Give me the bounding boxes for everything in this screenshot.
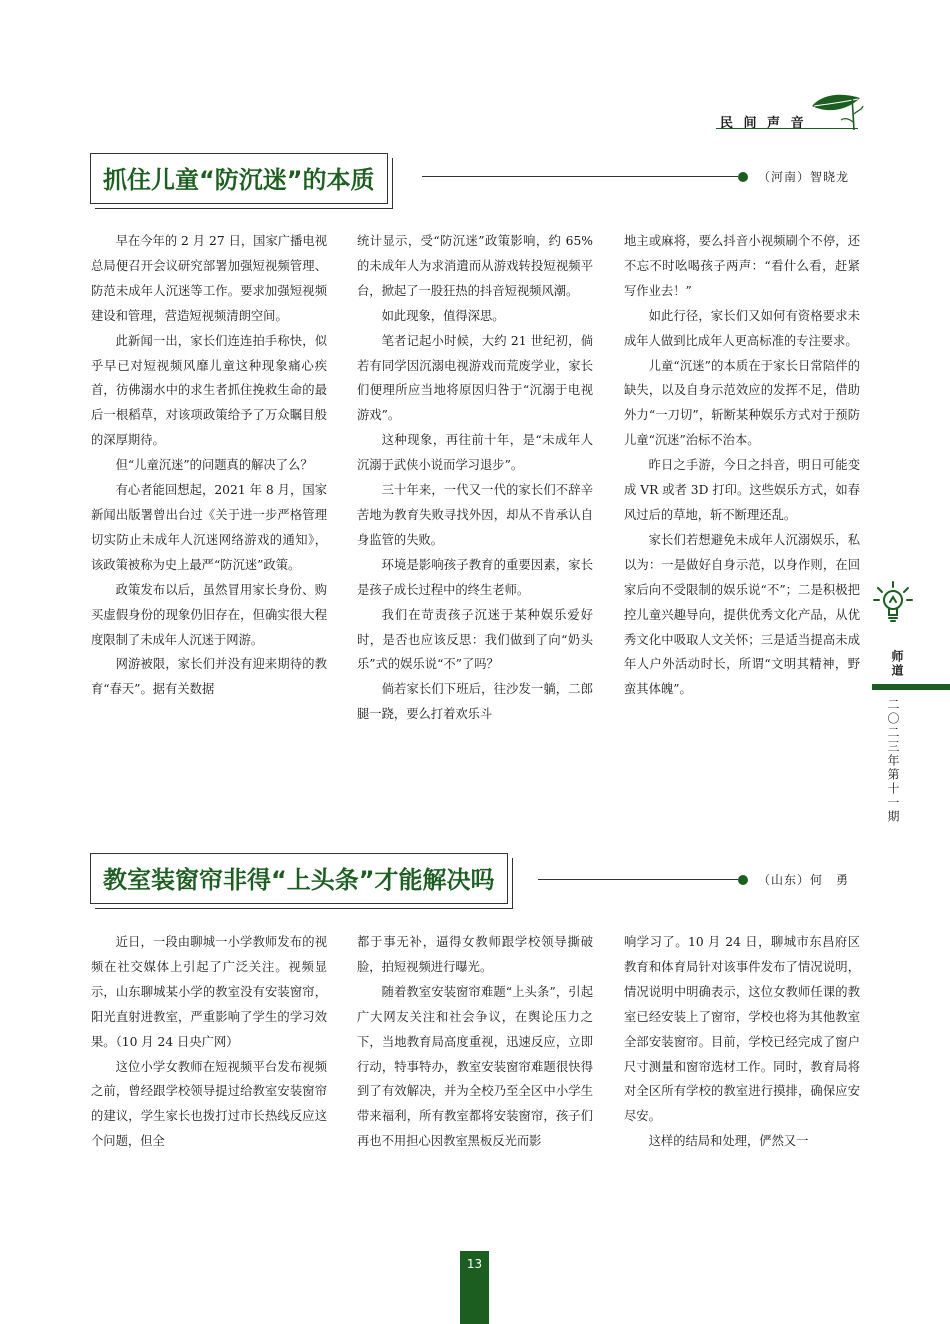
paragraph: 这位小学女教师在短视频平台发布视频之前，曾经跟学校领导提过给教室安装窗帘的建议，学生家长也拨打过市长热线反应这个问题，但全 [91,1059,327,1149]
paragraph: 早在今年的 2 月 27 日，国家广播电视总局便召开会议研究部署加强短视频管理、防范未成年人沉迷等工作。要求加强短视频建设和管理，营造短视频清朗空间。 [91,234,327,323]
article2-author-text: （山东）何 勇 [758,873,850,887]
paragraph: 但“儿童沉迷”的问题真的解决了么？ [115,458,313,473]
article2-column-1 [91,930,327,1154]
paragraph: 环境是影响孩子教育的重要因素，家长是孩子成长过程中的终生老师。 [357,557,593,597]
paragraph: 如此行径，家长们又如何有资格要求未成年人做到比成年人更高标准的专注要求。 [624,308,860,348]
paragraph: 我们在苛责孩子沉迷于某种娱乐爱好时，是否也应该反思：我们做到了向“奶头乐”式的娱乐说“不”了吗？ [357,607,593,672]
paragraph: 近日，一段由聊城一小学教师发布的视频在社交媒体上引起了广泛关注。视频显示，山东聊城某小学的教室没有安装窗帘，阳光直射进教室，严重影响了学生的学习效果。（10 月 24 日央广网） [91,935,327,1049]
article1-title: 抓住儿童“防沉迷”的本质 [90,153,388,204]
paragraph: 儿童“沉迷”的本质在于家长日常陪伴的缺失，以及自身示范效应的发挥不足，借助外力“一刀切”，斩断某种娱乐方式对于预防儿童“沉迷”治标不治本。 [624,358,860,448]
article1-column-1 [91,229,327,702]
article1-title-rule [422,176,738,177]
bullet-icon [738,875,748,885]
paragraph: 三十年来，一代又一代的家长们不辞辛苦地为教育失败寻找外因，却从不肯承认自身监管的失败。 [357,483,593,547]
article1-author-text: （河南）智晓龙 [758,170,850,184]
paragraph: 政策发布以后，虽然冒用家长身份、购买虚假身份的现象仍旧存在，但确实很大程度限制了未成年人沉迷于网游。 [91,582,327,647]
article1-author [738,168,849,185]
paragraph: 都于事无补，逼得女教师跟学校领导撕破脸，拍短视频进行曝光。 [357,935,593,974]
lightbulb-icon [873,580,913,626]
paragraph: 如此现象，值得深思。 [381,308,505,323]
paragraph: 网游被限，家长们并没有迎来期待的教育“春天”。据有关数据 [91,657,327,697]
article2-title: 教室装窗帘非得“上头条”才能解决吗 [90,853,508,904]
article2-author [738,871,849,888]
paragraph: 昨日之手游，今日之抖音，明日可能变成 VR 或者 3D 打印。这些娱乐方式，如春风过后的草地，斩不断理还乱。 [624,458,860,522]
paragraph: 这种现象，再往前十年，是“未成年人沉溺于武侠小说而学习退步”。 [357,433,593,473]
paragraph: 家长们若想避免未成年人沉溺娱乐，私以为：一是做好自身示范，以身作则，在回家后向不受限制的娱乐说“不”；二是积极把控儿童兴趣导向，提供优秀文化产品，从优秀文化中吸取人文关怀；三是适当提高未成年人户外活动时长，所谓“文明其精神，野蛮其体魄”。 [624,532,860,697]
article1-column-3 [624,229,860,702]
paragraph: 笔者记起小时候，大约 21 世纪初，倘若有同学因沉溺电视游戏而荒废学业，家长们便理所应当地将原因归咎于“沉溺于电视游戏”。 [357,333,593,423]
paragraph: 随着教室安装窗帘难题“上头条”，引起广大网友关注和社会争议，在舆论压力之下，当地教育局高度重视，迅速反应，立即行动，特事特办，教室安装窗帘难题很快得到了有效解决，并为全校乃至全区中小学生带来福利，所有教室都将安装窗帘，孩子们再也不用担心因教室黑板反光而影 [357,984,593,1149]
bullet-icon [738,172,748,182]
page-number: 13 [466,1257,483,1271]
paragraph: 统计显示，受“防沉迷”政策影响，约 65% 的未成年人为求消遣而从游戏转投短视频平台，掀起了一股狂热的抖音短视频风潮。 [357,234,593,298]
article2-title-rule [538,879,738,880]
paragraph: 倘若家长们下班后，往沙发一躺，二郎腿一跷，要么打着欢乐斗 [357,682,593,722]
sidebar-issue: 二〇二三年第十一期 [886,698,900,824]
sidebar-bar [872,684,950,690]
section-label: 民 间 声 音 [720,116,807,131]
paragraph: 此新闻一出，家长们连连拍手称快，似乎早已对短视频风靡儿童这种现象痛心疾首，彷佛溺水中的求生者抓住挽救生命的最后一根稻草，对该项政策给予了万众瞩目般的深厚期待。 [91,333,327,448]
paragraph: 有心者能回想起，2021 年 8 月，国家新闻出版署曾出台过《关于进一步严格管理切实防止未成年人沉迷网络游戏的通知》，该政策被称为史上最严“防沉迷”政策。 [91,483,327,572]
paragraph: 响学习了。10 月 24 日，聊城市东昌府区教育和体育局针对该事件发布了情况说明，情况说明中明确表示，这位女教师任课的教室已经安装上了窗帘，学校也将为其他教室全部安装窗帘。目前，学校已经完成了窗户尺寸测量和窗帘选材工作。同时，教育局将对全区所有学校的教室进行摸排，确保应安尽安。 [624,935,860,1124]
paragraph: 这样的结局和处理，俨然又一 [648,1134,809,1149]
paragraph: 地主或麻将，要么抖音小视频刷个不停，还不忘不时吆喝孩子两声：“看什么看，赶紧写作业去！” [624,234,860,298]
sidebar-label: 师道 [890,650,904,678]
article2-column-2 [357,930,593,1154]
article1-column-2 [357,229,593,727]
article2-column-3 [624,930,860,1154]
leaf-icon [808,84,864,132]
